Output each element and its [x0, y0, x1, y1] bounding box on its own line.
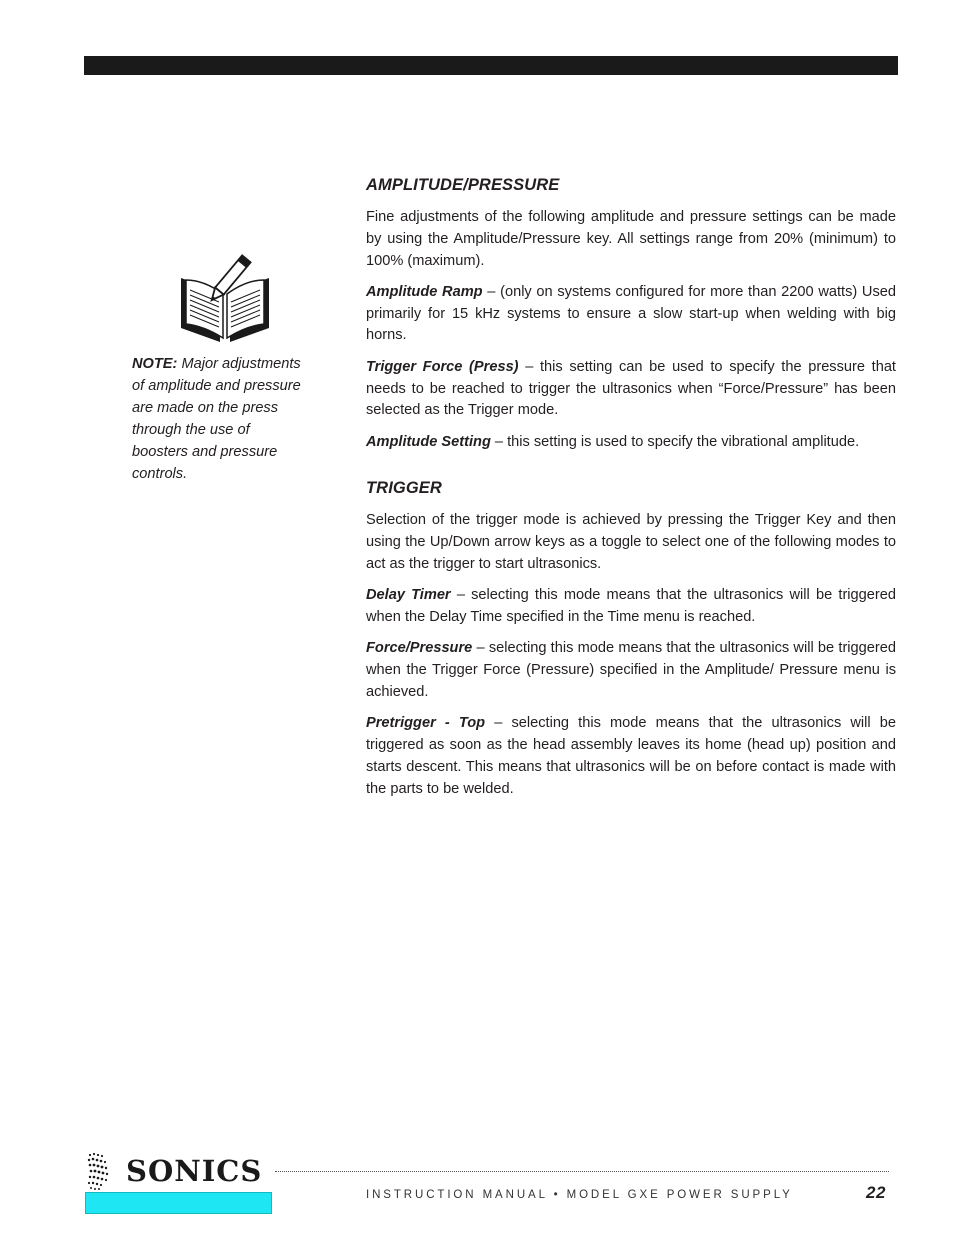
pretrigger-top-item: [366, 713, 896, 800]
sonics-logo: [86, 1151, 276, 1191]
section-heading-amplitude: AMPLITUDE/PRESSURE: [366, 176, 560, 194]
note-text: Major adjustments of amplitude and pressure are made on the press through the use of boosters and pressure controls.: [132, 356, 301, 482]
amplitude-ramp-item: [366, 282, 896, 347]
manual-title: INSTRUCTION MANUAL • MODEL GXE POWER SUPPLY: [366, 1189, 793, 1201]
book-pencil-icon: [176, 250, 274, 346]
term-amplitude-ramp: Amplitude Ramp: [366, 283, 483, 300]
trigger-force-item: [366, 357, 896, 422]
section-heading-trigger: TRIGGER: [366, 479, 442, 498]
note-label: NOTE:: [132, 356, 178, 372]
term-force-pressure: Force/Pressure: [366, 640, 473, 657]
footer-accent-bar: [85, 1192, 272, 1214]
header-bar: [84, 56, 898, 75]
term-amplitude-setting: Amplitude Setting: [366, 433, 491, 450]
desc-trigger-force: – this setting can be used to specify the pressure that needs to be reached to trigger the ultrasonics when “Force/Pressure” has been selected as the Trigger mode.: [366, 358, 896, 419]
sidebar-note: [132, 354, 307, 485]
main-content: [366, 174, 896, 810]
force-pressure-item: [366, 638, 896, 703]
term-pretrigger-top: Pretrigger - Top: [366, 715, 486, 732]
logo-wave-icon: [86, 1151, 116, 1191]
term-delay-timer: Delay Timer: [366, 587, 451, 604]
desc-force-pressure: – selecting this mode means that the ultrasonics will be triggered when the Trigger Force (Pressure) specified in the Amplitude/ Pressure menu is achieved.: [366, 640, 896, 701]
logo-wordmark: SONICS: [126, 1154, 263, 1188]
delay-timer-item: [366, 585, 896, 629]
trigger-intro: Selection of the trigger mode is achieved by pressing the Trigger Key and then using the Up/Down arrow keys as a toggle to select one of the following modes to act as the trigger to start ultrasonics.: [366, 512, 896, 573]
page-number: 22: [866, 1183, 886, 1202]
desc-delay-timer: – selecting this mode means that the ultrasonics will be triggered when the Delay Time specified in the Time menu is reached.: [366, 587, 896, 626]
footer-divider: [275, 1171, 889, 1172]
desc-pretrigger-top: – selecting this mode means that the ultrasonics will be triggered as soon as the head assembly leaves its home (head up) position and starts descent. This means that ultrasonics will be on before contact is made with the parts to be welded.: [366, 715, 896, 797]
desc-amplitude-ramp: – (only on systems configured for more than 2200 watts) Used primarily for 15 kHz systems to ensure a slow start-up when welding with big horns.: [366, 283, 896, 344]
amplitude-intro: Fine adjustments of the following amplitude and pressure settings can be made by using the Amplitude/Pressure key. All settings range from 20% (minimum) to 100% (maximum).: [366, 209, 896, 269]
amplitude-setting-item: [366, 432, 896, 454]
desc-amplitude-setting: – this setting is used to specify the vibrational amplitude.: [490, 433, 860, 450]
term-trigger-force: Trigger Force (Press): [366, 358, 519, 375]
